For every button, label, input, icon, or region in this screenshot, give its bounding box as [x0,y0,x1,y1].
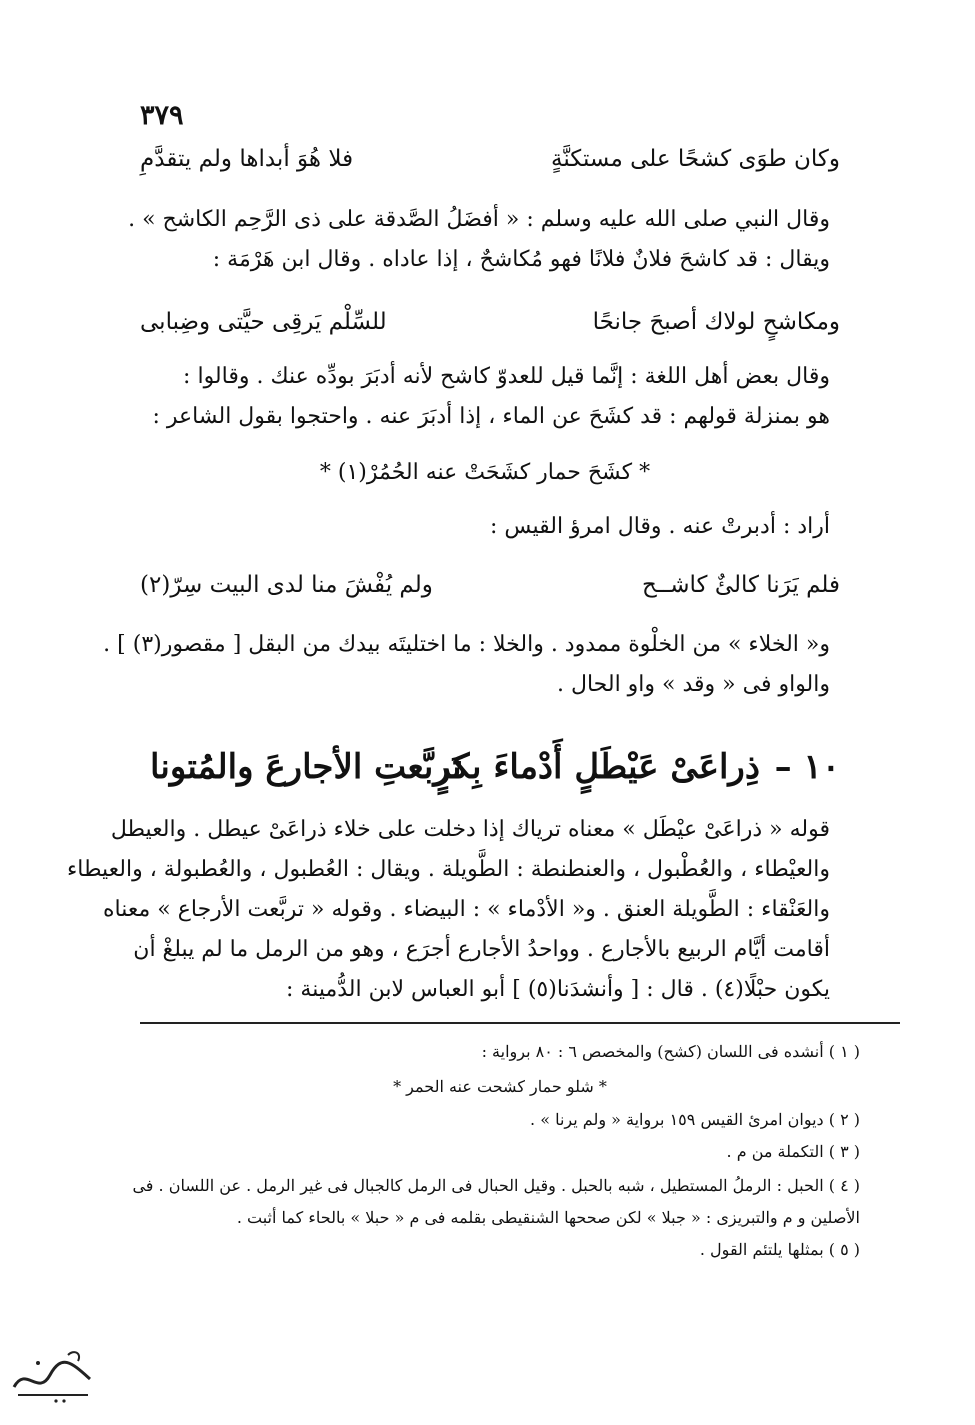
verse-1-second-hemistich: فلا هُوَ أبداها ولم يتقدَّمِ [140,146,354,172]
footnote-1-verse: * شلو حمار كشحت عنه الحمر * [393,1077,607,1096]
paragraph-5-line-1: قوله « ذراعَىْ عيْطَل » معناه ترياك إذا دخلت على خلاء ذراعَىْ عيطل . والعيطل [110,817,830,842]
paragraph-4-line-2: والواو فى « وقد » واو الحال . [556,672,830,697]
footnote-4-line-1: ( ٤ ) الحبل : الرملُ المستطيل ، شبه بالحبل . وقيل الحبال فى الرمل كالجبال فى غير الرمل . عن اللسان . فى [132,1176,860,1195]
paragraph-4-line-1: و« الخلاء » من الخلْوة ممدود . والخلا : ما اختليتَه بيدك من البقل [ مقصور(٣) ] . [103,632,830,657]
paragraph-5-line-4: أقامت أيَّام الربيع بالأجارع . وواحدُ الأجارع أجرَع ، وهو من الرمل ما لم يبلغْ أن [133,937,830,962]
verse-2-first-hemistich: ومكاشحٍ لولاك أصبحَ جانحًا [592,309,840,335]
verse-3-first-hemistich: فلم يَرَنا كالئٌ كاشــح [641,572,840,598]
footnote-5: ( ٥ ) بمثلها يلتئم القول . [699,1240,860,1259]
footnote-divider [140,1022,900,1024]
verse-heading-number: ١٠ – [774,747,840,787]
footnote-3: ( ٣ ) التكملة من م . [726,1142,860,1161]
paragraph-2-line-2: هو بمنزلة قولهم : قد كشَحَ عن الماء ، إذا أدبَرَ عنه . واحتجوا بقول الشاعر : [152,404,830,429]
footnote-4-line-2: الأصلين و م والتبريزى : « جبلا » لكن صححها الشنقيطى بقلمه فى م « حبلا » بالحاء كما أثبت . [236,1208,860,1227]
library-stamp-logo [8,1345,98,1407]
half-verse: * كشَحَ حمار كشَحَتْ عنه الحُمُرْ(١) * [319,460,651,485]
verse-1-first-hemistich: وكان طوَى كشحًا على مستكنَّةٍ [551,146,840,172]
paragraph-3: أراد : أدبرتْ عنه . وقال امرؤ القيس : [490,514,830,539]
page-number: ٣٧٩ [140,100,184,131]
paragraph-5-line-3: والعَنْقاء : الطَّويلة العنق . و« الأدْماء » : البيضاء . وقوله « تربَّعت الأرجاع » معناه [103,897,830,922]
paragraph-1-line-2: ويقال : قد كاشحَ فلانٌ فلانًا فهو مُكاشحٌ ، إذا عاداه . وقال ابن هَرْمَة : [212,247,830,272]
verse-heading-second-hemistich: تَربَّعتِ الأجارعَ والمُتونا [150,747,462,787]
paragraph-5-line-5: يكون حبْلًا(٤) . قال : [ وأنشدَنا(٥) ] أبو العباس لابن الدُّمينة : [286,977,830,1002]
verse-heading-first-hemistich: ذِراعَىْ عَيْطَلٍ أَدْماءَ بِكرٍ [434,747,760,787]
footnote-1: ( ١ ) أنشده فى اللسان (كشح) والمخصص ٦ : ٨٠ برواية : [481,1042,860,1061]
paragraph-1-line-1: وقال النبي صلى الله عليه وسلم : « أفضَلُ الصَّدقة على ذى الرَّحِم الكاشح » . [128,207,830,232]
verse-2-second-hemistich: للسِّلْم يَرقِى حيَّتى وضِبابى [140,309,387,335]
paragraph-2-line-1: وقال بعض أهل اللغة : إنَّما قيل للعدوّ كاشح لأنه أدبَرَ بودِّه عنك . وقالوا : [183,364,830,389]
verse-3-second-hemistich: ولم يُفْشَ منا لدى البيت سِرّ(٢) [140,572,433,598]
paragraph-5-line-2: والعيْطاء ، والعُطْبول ، والعنطنطة : الطَّويلة . ويقال : العُطبول ، والعُطبولة ، والعيطاء [66,857,830,882]
footnote-2: ( ٢ ) ديوان امرئ القيس ١٥٩ برواية « ولم يرنا » . [530,1110,860,1129]
